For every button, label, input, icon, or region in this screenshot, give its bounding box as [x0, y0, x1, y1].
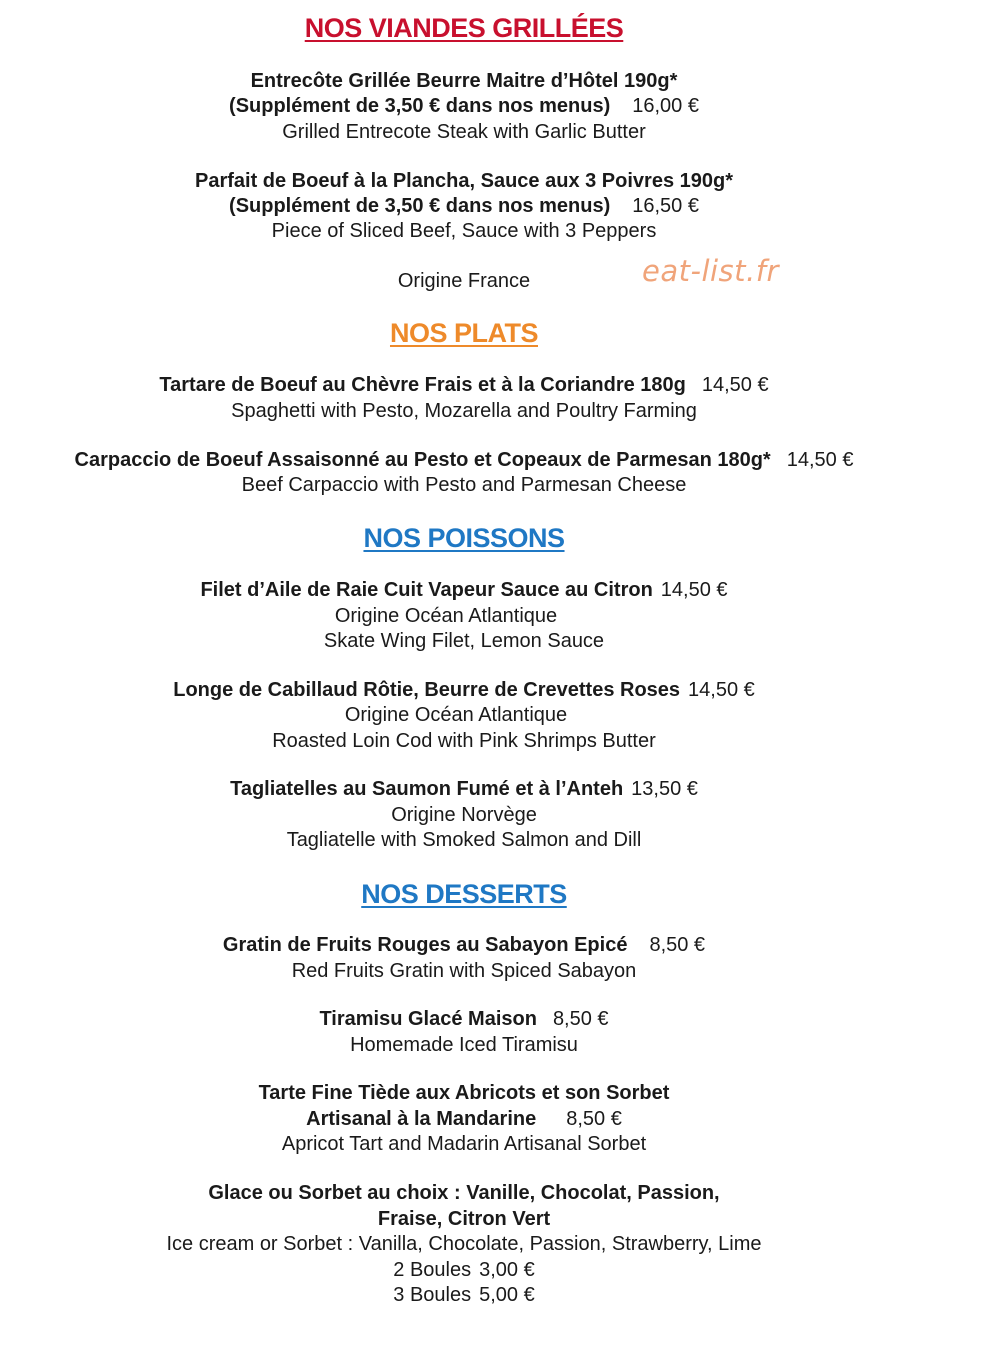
glace-name-line1: Glace ou Sorbet au choix : Vanille, Chocolat, Passion,	[208, 1182, 720, 1204]
tarte-price: 8,50 €	[566, 1108, 622, 1130]
carpaccio-row	[0, 447, 928, 473]
parfait-english: Piece of Sliced Beef, Sauce with 3 Peppers	[271, 220, 657, 242]
section-title-plats: NOS PLATS	[389, 318, 538, 348]
section-title-desserts: NOS DESSERTS	[361, 879, 567, 909]
gratin-price: 8,50 €	[649, 934, 706, 956]
tiramisu-english: Homemade Iced Tiramisu	[350, 1034, 578, 1056]
glace-three-scoops-row	[0, 1282, 928, 1308]
tarte-name-line1: Tarte Fine Tiède aux Abricots et son Sorbet	[258, 1082, 670, 1104]
cabillaud-english: Roasted Loin Cod with Pink Shrimps Butter	[272, 730, 656, 752]
raie-price: 14,50 €	[660, 579, 728, 601]
entrecote-supplement: (Supplément de 3,50 € dans nos menus)	[229, 95, 611, 117]
tagliatelles-price: 13,50 €	[631, 778, 698, 800]
glace-two-scoops-label: 2 Boules	[393, 1259, 472, 1281]
glace-two-scoops-row	[0, 1257, 928, 1283]
glace-three-scoops-price: 5,00 €	[479, 1284, 535, 1306]
tartare-name: Tartare de Boeuf au Chèvre Frais et à la Coriandre 180g	[159, 374, 686, 396]
tarte-name-line2: Artisanal à la Mandarine	[306, 1108, 537, 1130]
viandes-origin: Origine France	[397, 270, 531, 292]
cabillaud-row	[0, 677, 928, 703]
tagliatelles-english: Tagliatelle with Smoked Salmon and Dill	[286, 829, 642, 851]
carpaccio-english: Beef Carpaccio with Pesto and Parmesan Cheese	[241, 474, 687, 496]
gratin-name: Gratin de Fruits Rouges au Sabayon Epicé	[222, 934, 628, 956]
glace-two-scoops-price: 3,00 €	[479, 1259, 535, 1281]
glace-name-line2: Fraise, Citron Vert	[377, 1208, 551, 1230]
cabillaud-origin: Origine Océan Atlantique	[344, 704, 568, 726]
entrecote-price: 16,00 €	[632, 95, 699, 117]
carpaccio-name: Carpaccio de Boeuf Assaisonné au Pesto et Copeaux de Parmesan 180g*	[74, 449, 771, 471]
tartare-row	[0, 372, 928, 398]
parfait-price: 16,50 €	[632, 195, 699, 217]
entrecote-name: Entrecôte Grillée Beurre Maitre d’Hôtel 190g*	[250, 70, 678, 92]
parfait-supplement-row	[0, 193, 928, 219]
entrecote-supplement-row	[0, 93, 928, 119]
cabillaud-price: 14,50 €	[688, 679, 755, 701]
raie-english: Skate Wing Filet, Lemon Sauce	[323, 630, 605, 652]
watermark-logo: eat-list.fr	[642, 254, 779, 288]
carpaccio-price: 14,50 €	[786, 449, 854, 471]
tiramisu-row	[0, 1006, 928, 1032]
raie-name: Filet d’Aile de Raie Cuit Vapeur Sauce au Citron	[200, 579, 653, 601]
section-title-poissons: NOS POISSONS	[363, 523, 565, 553]
entrecote-english: Grilled Entrecote Steak with Garlic Butter	[282, 121, 646, 143]
gratin-row	[0, 932, 928, 958]
cabillaud-name: Longe de Cabillaud Rôtie, Beurre de Crevettes Roses	[173, 679, 681, 701]
tagliatelles-name: Tagliatelles au Saumon Fumé et à l’Anteh	[230, 778, 624, 800]
glace-three-scoops-label: 3 Boules	[393, 1284, 472, 1306]
parfait-name: Parfait de Boeuf à la Plancha, Sauce aux 3 Poivres 190g*	[194, 170, 734, 192]
gratin-english: Red Fruits Gratin with Spiced Sabayon	[291, 960, 637, 982]
tartare-price: 14,50 €	[701, 374, 769, 396]
glace-english: Ice cream or Sorbet : Vanilla, Chocolate, Passion, Strawberry, Lime	[166, 1233, 762, 1255]
parfait-supplement: (Supplément de 3,50 € dans nos menus)	[229, 195, 611, 217]
tarte-english: Apricot Tart and Madarin Artisanal Sorbet	[281, 1133, 647, 1155]
tiramisu-name: Tiramisu Glacé Maison	[319, 1008, 537, 1030]
raie-origin: Origine Océan Atlantique	[334, 605, 558, 627]
tagliatelles-row	[0, 776, 928, 802]
raie-row	[0, 577, 928, 603]
section-title-viandes: NOS VIANDES GRILLÉES	[304, 13, 624, 43]
tagliatelles-origin: Origine Norvège	[391, 804, 537, 826]
tartare-english: Spaghetti with Pesto, Mozarella and Poultry Farming	[231, 400, 697, 422]
tarte-row	[0, 1106, 928, 1132]
tiramisu-price: 8,50 €	[552, 1008, 609, 1030]
